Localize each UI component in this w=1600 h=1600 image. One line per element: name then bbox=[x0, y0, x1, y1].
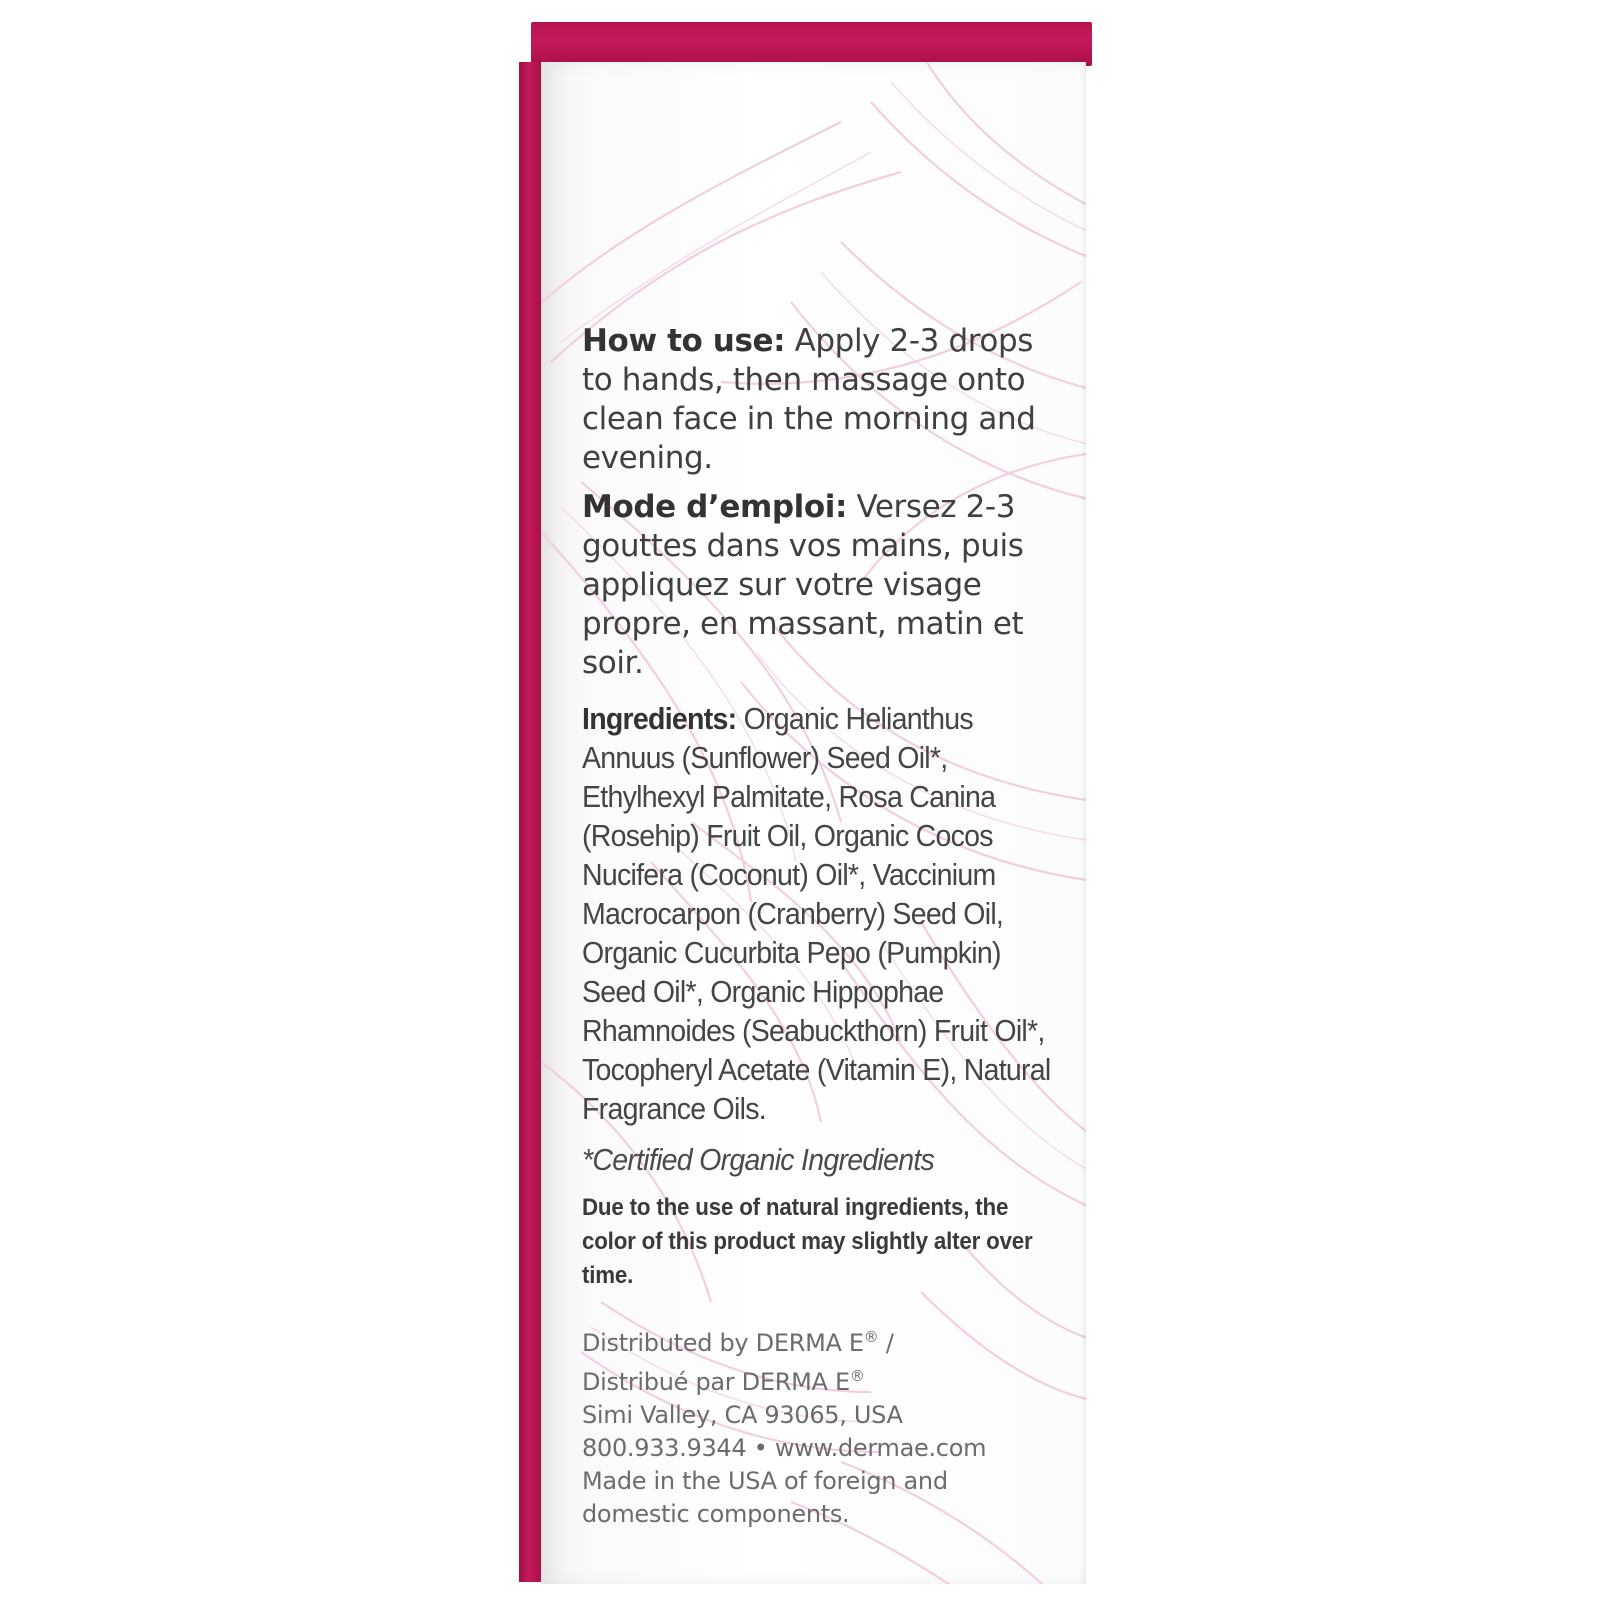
mode-emploi-paragraph bbox=[582, 488, 1062, 683]
distributor-address: Simi Valley, CA 93065, USA bbox=[582, 1401, 903, 1429]
origin-line-2: domestic components. bbox=[582, 1500, 850, 1528]
mode-emploi-label: Mode d’emploi: bbox=[582, 489, 847, 525]
mode-emploi-text: Versez 2-3 gouttes dans vos mains, puis appliquez sur votre visage propre, en massant, matin et soir. bbox=[582, 489, 1024, 681]
distributor-line-fr bbox=[582, 1360, 1062, 1399]
ingredients-paragraph bbox=[582, 699, 1060, 1128]
color-change-notice: Due to the use of natural ingredients, the color of this product may slightly alter over time. bbox=[582, 1194, 1033, 1289]
how-to-use-label: How to use: bbox=[582, 323, 786, 359]
distributor-info bbox=[582, 1321, 1062, 1531]
box-side-edge bbox=[519, 62, 541, 1582]
certified-organic-note: *Certified Organic Ingredients bbox=[582, 1142, 935, 1177]
registered-mark: ® bbox=[849, 1367, 865, 1385]
distributor-line-en bbox=[582, 1321, 1062, 1360]
distributor-slash: / bbox=[878, 1329, 894, 1357]
how-to-use-text: Apply 2-3 drops to hands, then massage onto clean face in the morning and evening. bbox=[582, 323, 1036, 476]
ingredients-text: Organic Helianthus Annuus (Sunflower) Seed Oil*, Ethylhexyl Palmitate, Rosa Canina (Rosehip) Fruit Oil, Organic Cocos Nucifera (Coconut) Oil*, Vaccinium Macrocarpon (Cranberry) Seed Oil, Organic Cucurbita Pepo (Pumpkin) Seed Oil*, Organic Hippophae Rhamnoides (Seabuckthorn) Fruit Oil*, Tocopheryl Acetate (Vitamin E), Natural Fragrance Oils. bbox=[582, 701, 1051, 1126]
distributor-contact: 800.933.9344 • www.dermae.com bbox=[582, 1434, 987, 1462]
distributor-fr-text: Distribué par DERMA E bbox=[582, 1368, 850, 1396]
how-to-use-paragraph bbox=[582, 322, 1062, 478]
panel-right-shadow bbox=[1080, 62, 1086, 1584]
ingredients-label: Ingredients: bbox=[582, 701, 737, 736]
origin-line-1: Made in the USA of foreign and bbox=[582, 1467, 948, 1495]
label-text-block bbox=[582, 322, 1062, 1531]
registered-mark: ® bbox=[863, 1328, 879, 1346]
box-top-cap bbox=[531, 22, 1092, 66]
distributor-en-text: Distributed by DERMA E bbox=[582, 1329, 864, 1357]
